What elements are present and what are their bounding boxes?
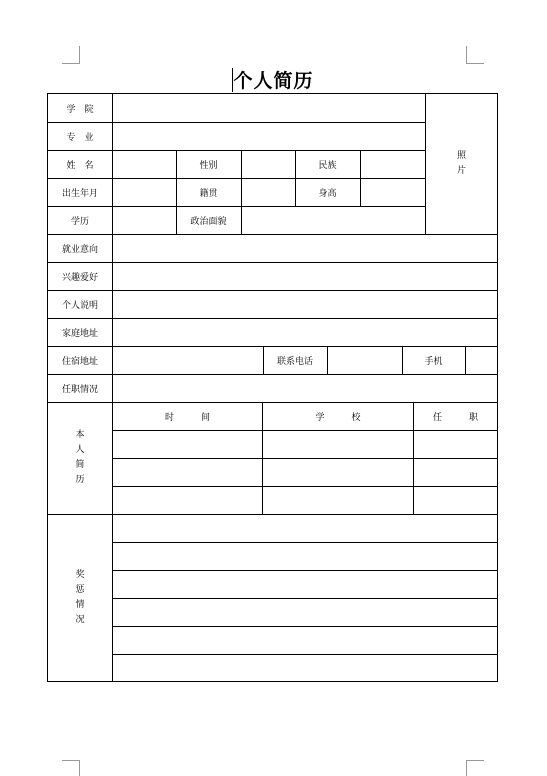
photo-label-char: 片 [456,166,466,176]
grid-line [113,654,497,655]
grid-line [48,374,497,375]
grid-line [113,570,497,571]
resume-form [47,93,498,682]
grid-line [113,598,497,599]
resume-header-position: 任 职 [432,412,478,423]
personal-note-label: 个人说明 [61,300,98,311]
crop-mark-bottom-right [466,760,484,776]
political-label: 政治面貌 [190,216,227,227]
major-label: 专 业 [66,132,94,143]
awards-section-label [48,514,112,681]
page-title: 个人简历 [233,70,314,92]
resume-header-time: 时 间 [164,412,210,423]
grid-line [113,542,497,543]
awards-label-char: 惩 [75,584,85,595]
grid-line [48,262,497,263]
photo-label-char: 照 [456,151,466,161]
resume-section-label [48,402,112,514]
awards-label-char: 奖 [75,569,85,580]
height-label: 身高 [318,188,337,199]
resume-label-char: 简 [75,460,85,470]
grid-line [112,94,113,681]
resume-label-char: 历 [75,475,85,485]
grid-line [465,346,466,374]
college-label: 学 院 [66,104,94,115]
education-label: 学历 [70,216,89,227]
grid-line [113,430,497,431]
grid-line [327,346,328,374]
residence-label: 住宿地址 [61,356,98,367]
grid-line [48,318,497,319]
name-label: 姓 名 [66,160,94,171]
grid-line [113,626,497,627]
gender-label: 性别 [199,160,218,171]
grid-line [48,514,497,515]
awards-label-char: 情 [75,599,85,610]
hobbies-label: 兴趣爱好 [61,272,98,283]
grid-line [48,290,497,291]
resume-label-char: 人 [75,445,85,455]
crop-mark-top-left [62,46,80,64]
native-label: 籍贯 [199,188,218,199]
crop-mark-top-right [466,46,484,64]
resume-label-char: 本 [75,430,85,440]
mobile-label: 手机 [424,356,443,367]
crop-mark-bottom-left [62,760,80,776]
awards-label-char: 况 [75,614,85,625]
phone-label: 联系电话 [276,356,313,367]
job-intent-label: 就业意向 [61,244,98,255]
home-address-label: 家庭地址 [61,328,98,339]
ethnicity-label: 民族 [318,160,337,171]
grid-line [360,150,361,206]
photo-area [426,94,497,234]
grid-line [241,150,242,234]
birth-label: 出生年月 [61,188,98,199]
positions-label: 任职情况 [61,384,98,395]
grid-line [113,486,497,487]
grid-line [48,234,497,235]
grid-line [113,458,497,459]
resume-header-school: 学 校 [315,412,361,423]
